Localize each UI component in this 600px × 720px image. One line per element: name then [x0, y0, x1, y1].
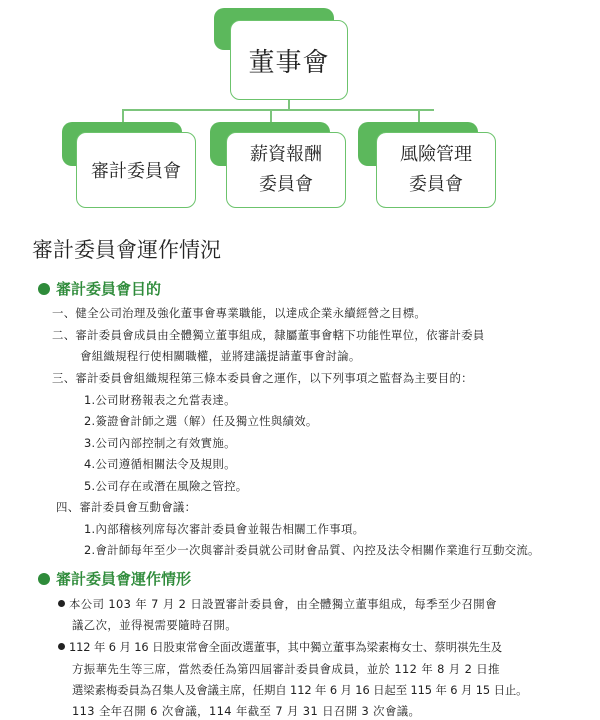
section2-heading: [38, 568, 191, 589]
section1-heading: [38, 278, 161, 299]
section2-heading-text: 審計委員會運作情形: [56, 570, 192, 588]
compensation-committee-box: [226, 132, 346, 208]
purpose-item-1: 一、健全公司治理及強化董事會專業職能，以達成企業永續經營之目標。: [52, 306, 427, 320]
purpose-subitem-4-1: 1.內部稽核列席每次審計委員會並報告相關工作事項。: [84, 522, 365, 536]
operation-bullet-1-line1: 本公司 103 年 7 月 2 日設置審計委員會，由全體獨立董事組成，每季至少召開會: [69, 597, 497, 611]
purpose-subitem-3-3: 3.公司內部控制之有效實施。: [84, 436, 236, 450]
purpose-subitem-3-4: 4.公司遵循相關法令及規則。: [84, 457, 236, 471]
purpose-subitem-3-2: 2.簽證會計師之選（解）任及獨立性與績效。: [84, 414, 318, 428]
bullet-dot-icon: [58, 600, 65, 607]
audit-committee-label: 審計委員會: [91, 161, 181, 182]
compensation-committee-label-line2: 委員會: [259, 174, 313, 195]
page-title: 審計委員會運作情況: [32, 238, 221, 262]
operation-bullet-2-line2: 方振華先生等三席，當然委任為第四屆審計委員會成員，並於 112 年 8 月 2 日推: [72, 662, 500, 676]
section1-heading-text: 審計委員會目的: [56, 280, 162, 298]
connector-left: [122, 109, 124, 123]
board-node-box: [230, 20, 348, 100]
operation-bullet-2-line3: 選梁素梅委員為召集人及會議主席，任期自 112 年 6 月 16 日起至 115 年 6 月 15 日止。: [72, 683, 528, 697]
purpose-subitem-3-1: 1.公司財務報表之允當表達。: [84, 393, 236, 407]
risk-committee-label-line2: 委員會: [409, 174, 463, 195]
purpose-item-2-cont: 會組織規程行使相關職權，並將建議提請董事會討論。: [80, 349, 361, 363]
purpose-subitem-3-5: 5.公司存在或潛在風險之管控。: [84, 479, 248, 493]
connector-middle: [270, 109, 272, 123]
risk-committee-label-line1: 風險管理: [400, 144, 472, 165]
purpose-subitem-4-2: 2.會計師每年至少一次與審計委員就公司財會品質、內控及法令相關作業進行互動交流。: [84, 543, 540, 557]
org-chart: [0, 0, 600, 220]
operation-bullet-1-cont: 議乙次，並得視需要隨時召開。: [72, 618, 238, 632]
compensation-committee-label-line1: 薪資報酬: [250, 144, 322, 165]
bullet-dot-icon: [58, 643, 65, 650]
purpose-item-2: 二、審計委員會成員由全體獨立董事組成，隸屬董事會轄下功能性單位，依審計委員: [52, 328, 485, 342]
operation-bullet-2: [58, 639, 502, 655]
operation-bullet-2-line4: 113 全年召開 6 次會議，114 年截至 7 月 31 日召開 3 次會議。: [72, 704, 421, 718]
section2-bullet-icon: [38, 573, 50, 585]
connector-horizontal: [122, 109, 434, 111]
board-label: 董事會: [248, 47, 330, 78]
operation-bullet-2-line1: 112 年 6 月 16 日股東常會全面改選董事，其中獨立董事為梁素梅女士、蔡明祺先生及: [69, 640, 503, 654]
purpose-item-4: 四、審計委員會互動會議：: [56, 500, 197, 514]
risk-committee-box: [376, 132, 496, 208]
connector-right: [418, 109, 420, 123]
section1-bullet-icon: [38, 283, 50, 295]
audit-committee-box: [76, 132, 196, 208]
operation-bullet-1: [58, 596, 497, 612]
purpose-item-3: 三、審計委員會組織規程第三條本委員會之運作，以下列事項之監督為主要目的：: [52, 371, 473, 385]
